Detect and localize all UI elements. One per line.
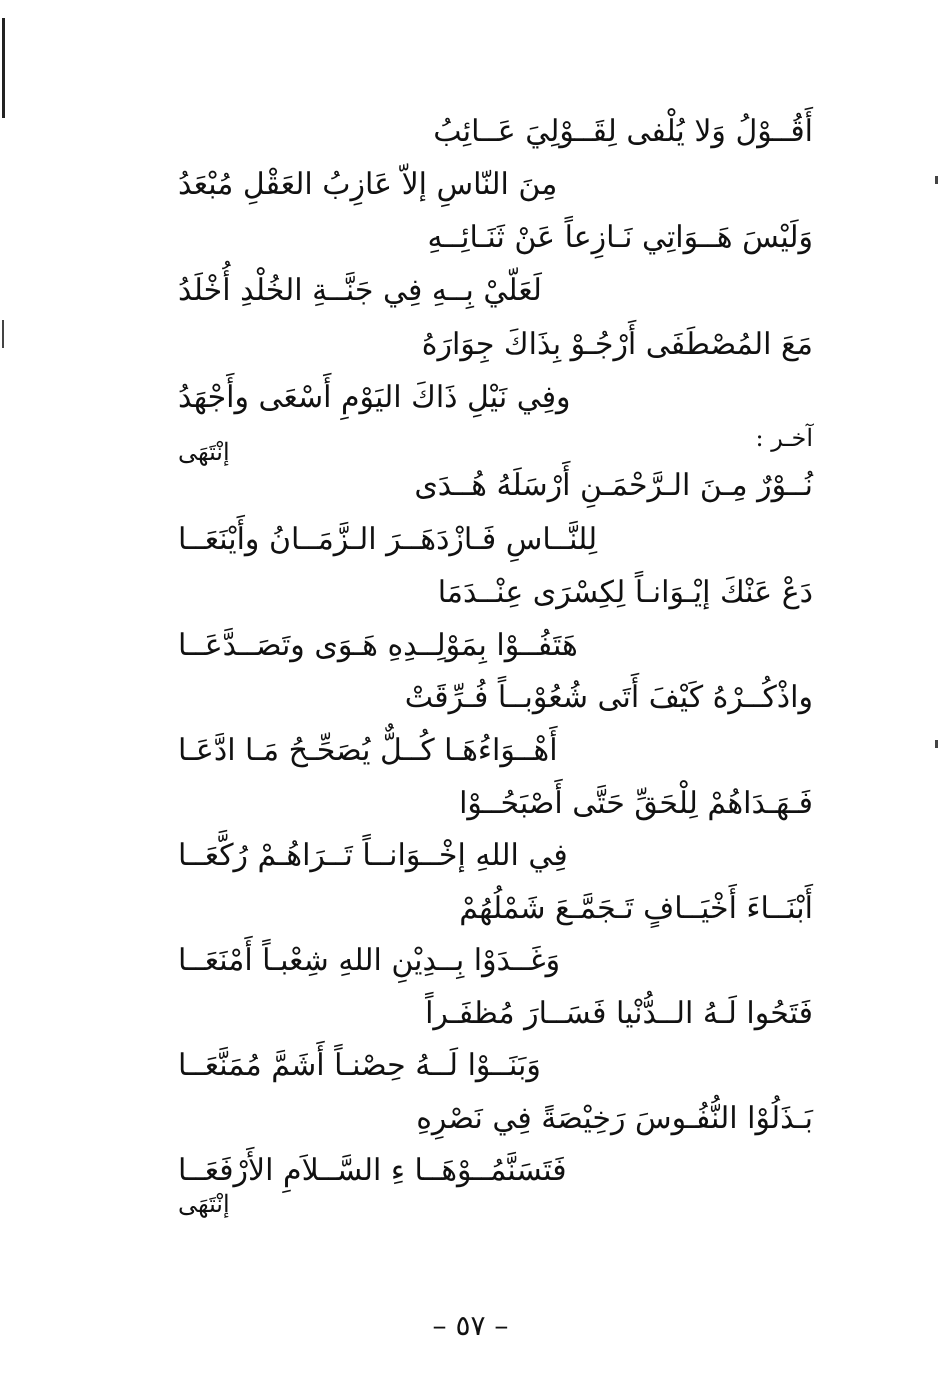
verse-second-hemistich: فَتَسَنَّمُــوْهَــا ءِ السَّــلاَمِ الأَرْفَعَــا — [178, 1153, 567, 1188]
verse-second-hemistich: وفِي نَيْلِ ذَاكَ اليَوْمِ أَسْعَى وأَجْهَدُ — [178, 380, 571, 415]
author-label: آخـر : — [755, 424, 813, 452]
verse-second-hemistich: أَهْــوَاءُهَـا كُــلٌّ يُصَحِّـحُ مَـا ادَّعَـا — [178, 733, 558, 768]
scan-speck — [935, 740, 938, 748]
verse-second-hemistich: مِنَ النّاسِ إلاّ عَازِبُ العَقْلِ مُبْعَدُ — [178, 167, 558, 202]
verse-first-hemistich: دَعْ عَنْكَ إيْـوَانـاً لِكِسْرَى عِنْــدَمَا — [437, 575, 813, 610]
end-label: إنْتَهَى — [178, 438, 230, 466]
page-number: – ٥٧ – — [432, 1309, 509, 1342]
verse-first-hemistich: أَقُــوْلُ وَلا يُلْفى لِقَــوْلِيَ عَــائِبُ — [433, 114, 813, 149]
verse-first-hemistich: فَتَحُوا لَـهُ الــدُّنْيا فَسَــارَ مُظفَـراً — [425, 996, 813, 1031]
verse-first-hemistich: فَـهَـدَاهُمْ لِلْحَقِّ حَتَّى أَصْبَحُــوْا — [459, 786, 813, 821]
verse-second-hemistich: لَعَلّيْ بِــهِ فِي جَنَّــةِ الخُلْدِ أُخْلَدُ — [178, 273, 542, 308]
verse-second-hemistich: هَتَفُــوْا بِمَوْلِــدِهِ هَـوَى وتَصَــدَّعَــا — [178, 628, 578, 663]
verse-second-hemistich: وَبَنَــوْا لَــهُ حِصْنـاً أَشَمَّ مُمَنَّعَــا — [178, 1048, 541, 1083]
scan-speck — [935, 176, 938, 184]
end-label: إنْتَهَى — [178, 1190, 230, 1218]
verse-first-hemistich: مَعَ المُصْطَفَى أَرْجُـوْ بِذَاكَ جِوَارَهُ — [421, 327, 813, 362]
verse-first-hemistich: أَبْنَــاءَ أَخْيَــافٍ تَـجَمَّـعَ شَمْلُهُمْ — [459, 891, 813, 926]
verse-first-hemistich: نُــوْرٌ مِـنَ الـرَّحْمَـنِ أَرْسَلَهُ هُــدَى — [414, 468, 813, 503]
verse-first-hemistich: واذْكُــرْهُ كَيْفَ أَتَى شُعُوْبــاً فُـرِّقَتْ — [404, 680, 813, 715]
verse-first-hemistich: بَـذَلُوْا النُّفُـوسَ رَخِيْصَةً فِي نَصْرِهِ — [416, 1101, 813, 1136]
verse-first-hemistich: وَلَيْسَ هَــوَاتِي نَـازِعاً عَنْ ثَنَـائِــهِ — [427, 220, 813, 255]
scan-edge-mark-lower — [2, 320, 4, 348]
verse-second-hemistich: وَغَــدَوْا بِــدِيْنِ اللهِ شِعْبـاً أَمْنَعَــا — [178, 943, 561, 978]
verse-second-hemistich: لِلنَّــاسِ فَـازْدَهَــرَ الـزَّمَــانُ وأَيْنَعَــا — [178, 522, 598, 557]
scan-edge-mark — [2, 18, 5, 118]
verse-second-hemistich: فِي اللهِ إخْــوَانــاً تَــرَاهُـمْ رُكَّعَــا — [178, 838, 568, 873]
